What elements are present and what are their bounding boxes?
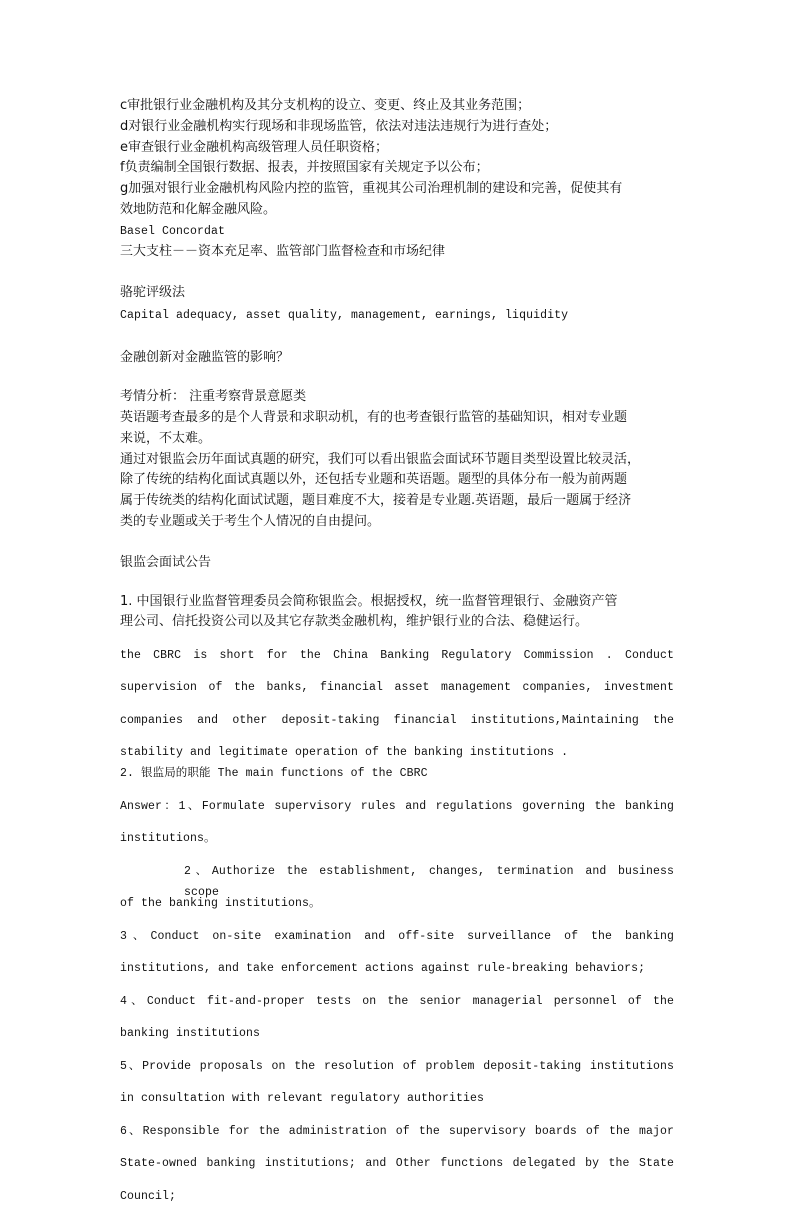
answer-line: Answer：1、Formulate supervisory rules and regulations governing the banking: [120, 799, 674, 813]
answer-line: 5、Provide proposals on the resolution of problem deposit-taking institutions: [120, 1059, 674, 1073]
camel-text: Capital adequacy, asset quality, management, earnings, liquidity: [120, 309, 569, 323]
duty-e: e审查银行业金融机构高级管理人员任职资格；: [120, 139, 388, 155]
duty-g-cont: 效地防范和化解金融风险。: [120, 201, 277, 217]
q1-en-line: supervision of the banks, financial asset management companies, investment: [120, 681, 674, 695]
spacer: [120, 326, 674, 348]
q1-en-line: companies and other deposit-taking financial institutions,Maintaining the: [120, 713, 674, 727]
innovation-question: 金融创新对金融监管的影响？: [120, 350, 290, 366]
analysis-line: 通过对银监会历年面试真题的研究，我们可以看出银监会面试环节题目类型设置比较灵活，: [120, 451, 641, 467]
duty-g: g加强对银行业金融机构风险内控的监管，重视其公司治理机制的建设和完善，促使其有: [120, 181, 623, 197]
q1-en-line: the CBRC is short for the China Banking Regulatory Commission . Conduct: [120, 648, 674, 662]
answer-line: in consultation with relevant regulatory authorities: [120, 1092, 485, 1106]
document-page: [120, 96, 674, 1207]
answer-line: 4、Conduct fit-and-proper tests on the senior managerial personnel of the: [120, 994, 674, 1008]
spacer: [120, 263, 674, 283]
camel-title: 骆驼评级法: [120, 284, 186, 300]
duty-f: f负责编制全国银行数据、报表，并按照国家有关规定予以公布；: [120, 160, 489, 176]
spacer: [120, 574, 674, 592]
answer-line: institutions。: [120, 832, 216, 846]
duty-c: c审批银行业金融机构及其分支机构的设立、变更、终止及其业务范围；: [120, 98, 531, 113]
spacer: [120, 533, 674, 553]
answer-line: banking institutions: [120, 1027, 261, 1041]
duty-d: d对银行业金融机构实行现场和非现场监管，依法对违法违规行为进行查处；: [120, 118, 558, 134]
basel-text: 三大支柱－－资本充足率、监管部门监督检查和市场纪律: [120, 243, 446, 259]
answer-line: 3、Conduct on-site examination and off-site surveillance of the banking: [120, 929, 674, 943]
q2-heading: 2. 银监局的职能 The main functions of the CBRC: [120, 767, 428, 781]
analysis-line: 类的专业题或关于考生个人情况的自由提问。: [120, 513, 381, 529]
analysis-line: 属于传统类的结构化面试试题，题目难度不大，接着是专业题.英语题，最后一题属于经济: [120, 493, 632, 509]
q1-en-line: stability and legitimate operation of the banking institutions .: [120, 746, 569, 760]
analysis-heading: 考情分析： 注重考察背景意愿类: [120, 389, 307, 405]
answer-line: 2、Authorize the establishment, changes, termination and business scope: [184, 864, 674, 899]
answer-line: State-owned banking institutions; and Other functions delegated by the State: [120, 1157, 674, 1171]
answer-line: Council;: [120, 1189, 177, 1203]
answer-line: of the banking institutions。: [120, 897, 321, 911]
answer-line: 6、Responsible for the administration of the supervisory boards of the major: [120, 1124, 674, 1138]
analysis-line: 除了传统的结构化面试真题以外，还包括专业题和英语题。题型的具体分布一般为前两题: [120, 472, 628, 488]
notice-title: 银监会面试公告: [120, 554, 212, 570]
analysis-line: 英语题考查最多的是个人背景和求职动机，有的也考查银行监管的基础知识，相对专业题: [120, 409, 628, 425]
answer-line: institutions, and take enforcement actions against rule-breaking behaviors;: [120, 962, 646, 976]
analysis-line: 来说，不太难。: [120, 430, 212, 446]
q1-zh-line: 理公司、信托投资公司以及其它存款类金融机构，维护银行业的合法、稳健运行。: [120, 614, 589, 630]
q1-zh-line: 1. 中国银行业监督管理委员会简称银监会。根据授权，统一监督管理银行、金融资产管: [120, 593, 618, 609]
basel-title: Basel Concordat: [120, 224, 226, 238]
spacer: [120, 369, 674, 387]
